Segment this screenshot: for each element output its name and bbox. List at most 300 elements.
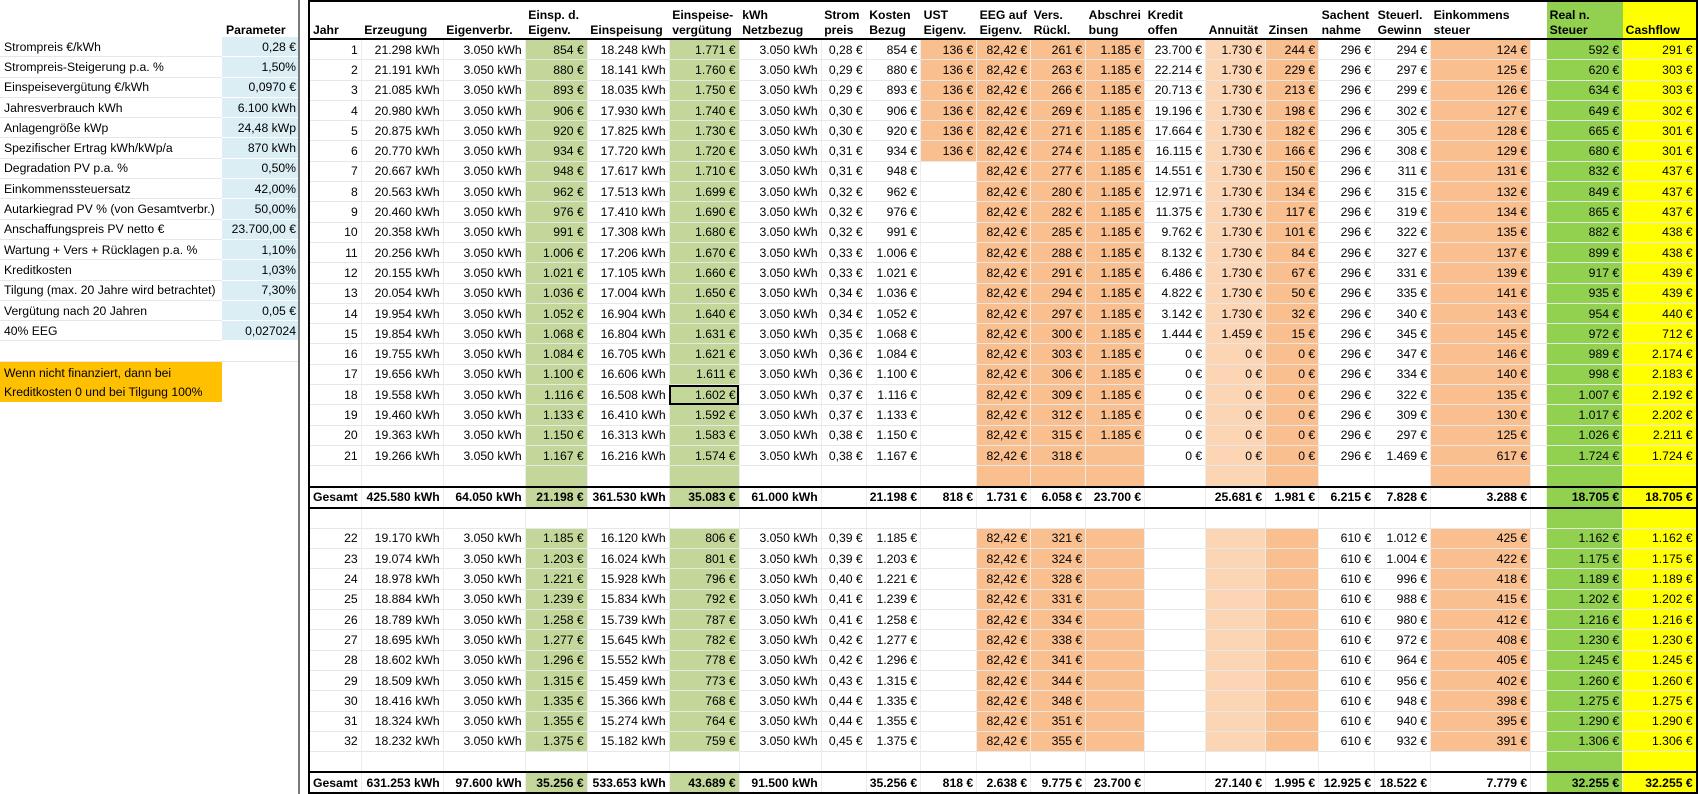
empty-cell[interactable]	[669, 752, 739, 773]
data-cell[interactable]: 2.211 €	[1623, 425, 1697, 445]
data-cell[interactable]: 15.739 kWh	[587, 610, 669, 630]
data-cell[interactable]	[921, 202, 977, 222]
empty-cell[interactable]	[1547, 508, 1623, 529]
parameter-label[interactable]: Strompreis-Steigerung p.a. %	[0, 57, 222, 77]
data-cell[interactable]: 1.116 €	[866, 385, 920, 405]
data-cell[interactable]: 20.980 kWh	[361, 100, 443, 120]
data-cell[interactable]: 19.558 kWh	[361, 385, 443, 405]
data-cell[interactable]	[1531, 425, 1547, 445]
data-cell[interactable]: 296 €	[1319, 405, 1375, 425]
data-cell[interactable]: 1.699 €	[669, 182, 739, 202]
data-cell[interactable]: 1.245 €	[1623, 650, 1697, 670]
data-cell[interactable]: 82,42 €	[977, 222, 1031, 242]
data-cell[interactable]: 20.667 kWh	[361, 161, 443, 181]
data-cell[interactable]: 1.306 €	[1547, 731, 1623, 751]
column-header[interactable]: Cashflow	[1623, 1, 1697, 39]
data-cell[interactable]: 296 €	[1319, 222, 1375, 242]
data-cell[interactable]: 1.631 €	[669, 324, 739, 344]
total-cell[interactable]: 43.689 €	[669, 772, 739, 793]
data-cell[interactable]: 12	[309, 263, 361, 283]
data-cell[interactable]: 125 €	[1431, 425, 1531, 445]
data-cell[interactable]: 182 €	[1266, 121, 1319, 141]
data-cell[interactable]: 82,42 €	[977, 344, 1031, 364]
data-cell[interactable]	[1206, 549, 1266, 569]
data-cell[interactable]: 1.730 €	[1206, 182, 1266, 202]
data-cell[interactable]	[1206, 691, 1266, 711]
data-cell[interactable]: 20.155 kWh	[361, 263, 443, 283]
parameter-value[interactable]: 0,05 €	[222, 300, 300, 320]
data-cell[interactable]: 768 €	[669, 691, 739, 711]
data-cell[interactable]: 948 €	[866, 161, 920, 181]
data-cell[interactable]: 140 €	[1431, 364, 1531, 384]
data-cell[interactable]: 1.730 €	[1206, 202, 1266, 222]
empty-cell[interactable]	[222, 341, 300, 361]
total-cell[interactable]: 7.828 €	[1375, 487, 1431, 508]
data-cell[interactable]	[1531, 670, 1547, 690]
data-cell[interactable]: 5	[309, 121, 361, 141]
data-cell[interactable]: 962 €	[866, 182, 920, 202]
data-cell[interactable]: 1.185 €	[1086, 39, 1145, 60]
data-cell[interactable]: 296 €	[1319, 39, 1375, 60]
data-cell[interactable]: 0,30 €	[821, 100, 866, 120]
data-cell[interactable]: 610 €	[1319, 731, 1375, 751]
total-cell[interactable]: 12.925 €	[1319, 772, 1375, 793]
empty-cell[interactable]	[1031, 752, 1086, 773]
total-cell[interactable]: 25.681 €	[1206, 487, 1266, 508]
data-cell[interactable]: 893 €	[525, 80, 587, 100]
empty-cell[interactable]	[866, 752, 920, 773]
data-cell[interactable]: 67 €	[1266, 263, 1319, 283]
data-cell[interactable]: 1.185 €	[1086, 202, 1145, 222]
data-cell[interactable]: 322 €	[1375, 222, 1431, 242]
data-cell[interactable]: 19.954 kWh	[361, 303, 443, 323]
data-cell[interactable]: 801 €	[669, 549, 739, 569]
column-header[interactable]: Kosten Bezug	[866, 1, 920, 39]
total-cell[interactable]: 18.705 €	[1623, 487, 1697, 508]
data-cell[interactable]: 17.513 kWh	[587, 182, 669, 202]
data-cell[interactable]: 989 €	[1547, 344, 1623, 364]
data-cell[interactable]: 0,42 €	[821, 630, 866, 650]
data-cell[interactable]: 1.690 €	[669, 202, 739, 222]
data-cell[interactable]: 1.296 €	[525, 650, 587, 670]
empty-cell[interactable]	[1431, 508, 1531, 529]
data-cell[interactable]: 303 €	[1623, 80, 1697, 100]
total-cell[interactable]: Gesamt	[309, 772, 361, 793]
empty-cell[interactable]	[361, 752, 443, 773]
data-cell[interactable]: 301 €	[1623, 121, 1697, 141]
data-cell[interactable]: 280 €	[1031, 182, 1086, 202]
total-cell[interactable]: 91.500 kWh	[739, 772, 821, 793]
data-cell[interactable]: 1.771 €	[669, 39, 739, 60]
empty-cell[interactable]	[1086, 466, 1145, 487]
total-cell[interactable]: 35.256 €	[866, 772, 920, 793]
total-cell[interactable]: 361.530 kWh	[587, 487, 669, 508]
data-cell[interactable]: 806 €	[669, 528, 739, 548]
data-cell[interactable]: 778 €	[669, 650, 739, 670]
data-cell[interactable]: 294 €	[1375, 39, 1431, 60]
data-cell[interactable]: 306 €	[1031, 364, 1086, 384]
data-cell[interactable]: 344 €	[1031, 670, 1086, 690]
parameter-header[interactable]: Parameter	[226, 23, 286, 37]
data-cell[interactable]	[921, 385, 977, 405]
data-cell[interactable]: 1.185 €	[1086, 385, 1145, 405]
data-cell[interactable]: 1.670 €	[669, 242, 739, 262]
empty-cell[interactable]	[222, 361, 300, 402]
data-cell[interactable]: 19.266 kWh	[361, 445, 443, 465]
data-cell[interactable]	[921, 610, 977, 630]
data-cell[interactable]	[1531, 242, 1547, 262]
data-cell[interactable]	[1086, 731, 1145, 751]
data-cell[interactable]: 1.133 €	[525, 405, 587, 425]
data-cell[interactable]: 1.335 €	[525, 691, 587, 711]
data-cell[interactable]	[1266, 711, 1319, 731]
data-cell[interactable]: 16.313 kWh	[587, 425, 669, 445]
data-cell[interactable]	[1531, 121, 1547, 141]
data-cell[interactable]: 296 €	[1319, 364, 1375, 384]
data-cell[interactable]: 0,44 €	[821, 711, 866, 731]
data-cell[interactable]: 23.700 €	[1145, 39, 1206, 60]
empty-cell[interactable]	[1547, 752, 1623, 773]
data-cell[interactable]: 308 €	[1375, 141, 1431, 161]
data-cell[interactable]: 1.660 €	[669, 263, 739, 283]
empty-cell[interactable]	[1623, 466, 1697, 487]
data-cell[interactable]	[1086, 711, 1145, 731]
data-cell[interactable]: 0,31 €	[821, 161, 866, 181]
data-cell[interactable]: 3.050 kWh	[739, 549, 821, 569]
total-cell[interactable]: 1.981 €	[1266, 487, 1319, 508]
data-cell[interactable]: 82,42 €	[977, 589, 1031, 609]
data-cell[interactable]: 920 €	[866, 121, 920, 141]
data-cell[interactable]: 0,42 €	[821, 650, 866, 670]
data-cell[interactable]: 22.214 €	[1145, 60, 1206, 80]
data-cell[interactable]: 341 €	[1031, 650, 1086, 670]
data-cell[interactable]: 16.115 €	[1145, 141, 1206, 161]
data-cell[interactable]: 19.074 kWh	[361, 549, 443, 569]
empty-cell[interactable]	[1086, 508, 1145, 529]
data-cell[interactable]: 934 €	[525, 141, 587, 161]
empty-cell[interactable]	[1206, 466, 1266, 487]
data-cell[interactable]: 1.710 €	[669, 161, 739, 181]
data-cell[interactable]: 302 €	[1623, 100, 1697, 120]
total-cell[interactable]: 1.995 €	[1266, 772, 1319, 793]
data-cell[interactable]: 9	[309, 202, 361, 222]
data-cell[interactable]: 996 €	[1375, 569, 1431, 589]
empty-cell[interactable]	[821, 466, 866, 487]
total-cell[interactable]: 9.775 €	[1031, 772, 1086, 793]
data-cell[interactable]: 17.930 kWh	[587, 100, 669, 120]
empty-cell[interactable]	[525, 508, 587, 529]
data-cell[interactable]	[1206, 731, 1266, 751]
data-cell[interactable]	[1531, 60, 1547, 80]
column-header[interactable]: Jahr	[309, 1, 361, 39]
data-cell[interactable]: 296 €	[1319, 263, 1375, 283]
data-cell[interactable]: 956 €	[1375, 670, 1431, 690]
data-cell[interactable]	[1206, 569, 1266, 589]
data-cell[interactable]: 288 €	[1031, 242, 1086, 262]
data-cell[interactable]: 20.460 kWh	[361, 202, 443, 222]
data-cell[interactable]	[1531, 141, 1547, 161]
column-header[interactable]: Einkommens steuer	[1431, 1, 1531, 39]
data-cell[interactable]: 82,42 €	[977, 445, 1031, 465]
data-cell[interactable]: 0,32 €	[821, 202, 866, 222]
data-cell[interactable]: 712 €	[1623, 324, 1697, 344]
data-cell[interactable]: 82,42 €	[977, 528, 1031, 548]
data-cell[interactable]: 101 €	[1266, 222, 1319, 242]
parameter-value[interactable]: 0,027024	[222, 321, 300, 341]
data-cell[interactable]: 0 €	[1145, 364, 1206, 384]
data-cell[interactable]: 338 €	[1031, 630, 1086, 650]
parameter-value[interactable]: 7,30%	[222, 280, 300, 300]
data-cell[interactable]	[921, 650, 977, 670]
data-cell[interactable]: 334 €	[1031, 610, 1086, 630]
data-cell[interactable]: 1.730 €	[1206, 283, 1266, 303]
empty-cell[interactable]	[525, 752, 587, 773]
data-cell[interactable]: 355 €	[1031, 731, 1086, 751]
data-cell[interactable]	[921, 222, 977, 242]
total-cell[interactable]: 18.705 €	[1547, 487, 1623, 508]
data-cell[interactable]: 18.141 kWh	[587, 60, 669, 80]
data-cell[interactable]: 1.290 €	[1547, 711, 1623, 731]
data-cell[interactable]: 0,34 €	[821, 303, 866, 323]
data-cell[interactable]: 25	[309, 589, 361, 609]
data-cell[interactable]: 150 €	[1266, 161, 1319, 181]
data-cell[interactable]: 28	[309, 650, 361, 670]
data-cell[interactable]: 309 €	[1375, 405, 1431, 425]
data-cell[interactable]: 31	[309, 711, 361, 731]
data-cell[interactable]: 3.050 kWh	[739, 589, 821, 609]
data-cell[interactable]: 773 €	[669, 670, 739, 690]
data-cell[interactable]: 964 €	[1375, 650, 1431, 670]
data-cell[interactable]: 82,42 €	[977, 691, 1031, 711]
empty-cell[interactable]	[921, 508, 977, 529]
data-cell[interactable]: 3.050 kWh	[739, 121, 821, 141]
data-cell[interactable]: 331 €	[1031, 589, 1086, 609]
empty-cell[interactable]	[1375, 508, 1431, 529]
data-cell[interactable]: 3.050 kWh	[739, 364, 821, 384]
data-cell[interactable]: 135 €	[1431, 222, 1531, 242]
data-cell[interactable]: 920 €	[525, 121, 587, 141]
data-cell[interactable]: 0 €	[1206, 425, 1266, 445]
data-cell[interactable]	[1206, 630, 1266, 650]
data-cell[interactable]: 3.050 kWh	[443, 303, 525, 323]
data-cell[interactable]: 948 €	[1375, 691, 1431, 711]
parameter-label[interactable]: Anschaffungspreis PV netto €	[0, 219, 222, 239]
total-cell[interactable]	[1145, 772, 1206, 793]
data-cell[interactable]: 16.705 kWh	[587, 344, 669, 364]
empty-cell[interactable]	[1531, 752, 1547, 773]
data-cell[interactable]: 854 €	[866, 39, 920, 60]
data-cell[interactable]: 331 €	[1375, 263, 1431, 283]
data-cell[interactable]	[1266, 528, 1319, 548]
data-cell[interactable]: 296 €	[1319, 283, 1375, 303]
empty-cell[interactable]	[1375, 752, 1431, 773]
data-cell[interactable]: 82,42 €	[977, 650, 1031, 670]
data-cell[interactable]: 3.050 kWh	[443, 425, 525, 445]
parameter-label[interactable]: 40% EEG	[0, 321, 222, 341]
data-cell[interactable]: 934 €	[866, 141, 920, 161]
data-cell[interactable]: 82,42 €	[977, 731, 1031, 751]
data-cell[interactable]	[1086, 670, 1145, 690]
data-cell[interactable]: 3.050 kWh	[739, 445, 821, 465]
data-cell[interactable]: 3.050 kWh	[443, 385, 525, 405]
data-cell[interactable]: 261 €	[1031, 39, 1086, 60]
data-cell[interactable]: 145 €	[1431, 324, 1531, 344]
data-cell[interactable]: 134 €	[1266, 182, 1319, 202]
data-cell[interactable]: 2.192 €	[1623, 385, 1697, 405]
data-cell[interactable]: 1.375 €	[525, 731, 587, 751]
parameter-label-header-cell[interactable]	[0, 0, 222, 37]
data-cell[interactable]: 0,35 €	[821, 324, 866, 344]
data-cell[interactable]: 1.004 €	[1375, 549, 1431, 569]
data-cell[interactable]: 3.050 kWh	[739, 100, 821, 120]
data-cell[interactable]	[1531, 731, 1547, 751]
data-cell[interactable]: 1.239 €	[525, 589, 587, 609]
data-cell[interactable]: 1.021 €	[525, 263, 587, 283]
data-cell[interactable]: 1.355 €	[525, 711, 587, 731]
data-cell[interactable]: 82,42 €	[977, 161, 1031, 181]
data-cell[interactable]: 15.274 kWh	[587, 711, 669, 731]
data-cell[interactable]: 19	[309, 405, 361, 425]
data-cell[interactable]: 408 €	[1431, 630, 1531, 650]
data-cell[interactable]: 82,42 €	[977, 141, 1031, 161]
data-cell[interactable]	[1145, 549, 1206, 569]
total-cell[interactable]: 7.779 €	[1431, 772, 1531, 793]
data-cell[interactable]: 6.486 €	[1145, 263, 1206, 283]
data-cell[interactable]: 1.315 €	[525, 670, 587, 690]
data-cell[interactable]: 3.050 kWh	[739, 731, 821, 751]
parameter-label[interactable]: Einkommenssteuersatz	[0, 179, 222, 199]
data-cell[interactable]: 3.050 kWh	[443, 344, 525, 364]
data-cell[interactable]: 976 €	[525, 202, 587, 222]
data-cell[interactable]: 796 €	[669, 569, 739, 589]
data-cell[interactable]: 285 €	[1031, 222, 1086, 242]
data-cell[interactable]: 0,28 €	[821, 39, 866, 60]
data-cell[interactable]: 1.185 €	[1086, 182, 1145, 202]
data-cell[interactable]: 1.175 €	[1547, 549, 1623, 569]
data-cell[interactable]: 17.720 kWh	[587, 141, 669, 161]
data-cell[interactable]: 1.185 €	[525, 528, 587, 548]
parameter-label[interactable]: Wartung + Vers + Rücklagen p.a. %	[0, 239, 222, 259]
empty-cell[interactable]	[669, 466, 739, 487]
data-cell[interactable]: 3.050 kWh	[739, 630, 821, 650]
data-cell[interactable]	[921, 263, 977, 283]
column-header[interactable]: Vers. Rückl.	[1031, 1, 1086, 39]
data-cell[interactable]: 1.185 €	[1086, 283, 1145, 303]
data-cell[interactable]: 1.185 €	[1086, 121, 1145, 141]
data-cell[interactable]: 1.245 €	[1547, 650, 1623, 670]
parameter-label[interactable]: Autarkiegrad PV % (von Gesamtverbr.)	[0, 199, 222, 219]
total-cell[interactable]: 35.256 €	[525, 772, 587, 793]
data-cell[interactable]: 1.720 €	[669, 141, 739, 161]
column-header[interactable]: UST Eigenv.	[921, 1, 977, 39]
data-cell[interactable]: 7	[309, 161, 361, 181]
data-cell[interactable]: 1.185 €	[1086, 161, 1145, 181]
data-cell[interactable]: 296 €	[1319, 425, 1375, 445]
data-cell[interactable]: 1.315 €	[866, 670, 920, 690]
data-cell[interactable]: 998 €	[1547, 364, 1623, 384]
data-cell[interactable]: 940 €	[1375, 711, 1431, 731]
data-cell[interactable]: 213 €	[1266, 80, 1319, 100]
data-cell[interactable]: 972 €	[1547, 324, 1623, 344]
data-cell[interactable]: 124 €	[1431, 39, 1531, 60]
data-cell[interactable]	[1531, 385, 1547, 405]
data-cell[interactable]	[1086, 445, 1145, 465]
data-cell[interactable]: 125 €	[1431, 60, 1531, 80]
data-cell[interactable]: 17.105 kWh	[587, 263, 669, 283]
data-cell[interactable]: 3.050 kWh	[443, 650, 525, 670]
data-cell[interactable]: 1.084 €	[525, 344, 587, 364]
parameter-label[interactable]: Kreditkosten	[0, 260, 222, 280]
data-cell[interactable]	[1266, 650, 1319, 670]
data-cell[interactable]	[921, 569, 977, 589]
data-cell[interactable]: 137 €	[1431, 242, 1531, 262]
data-cell[interactable]: 20.770 kWh	[361, 141, 443, 161]
parameter-label[interactable]: Tilgung (max. 20 Jahre wird betrachtet)	[0, 280, 222, 300]
data-cell[interactable]: 1.100 €	[525, 364, 587, 384]
data-cell[interactable]: 1.167 €	[866, 445, 920, 465]
data-cell[interactable]	[1266, 731, 1319, 751]
data-cell[interactable]: 1.021 €	[866, 263, 920, 283]
data-cell[interactable]: 30	[309, 691, 361, 711]
data-cell[interactable]	[1266, 549, 1319, 569]
data-cell[interactable]: 1.052 €	[525, 303, 587, 323]
total-cell[interactable]: 32.255 €	[1547, 772, 1623, 793]
data-cell[interactable]: 1.239 €	[866, 589, 920, 609]
total-cell[interactable]	[1145, 487, 1206, 508]
empty-cell[interactable]	[1266, 508, 1319, 529]
data-cell[interactable]: 12.971 €	[1145, 182, 1206, 202]
data-cell[interactable]: 16.508 kWh	[587, 385, 669, 405]
data-cell[interactable]: 143 €	[1431, 303, 1531, 323]
total-cell[interactable]: 6.058 €	[1031, 487, 1086, 508]
data-cell[interactable]: 3.050 kWh	[739, 182, 821, 202]
data-cell[interactable]: 18.416 kWh	[361, 691, 443, 711]
data-cell[interactable]	[1531, 182, 1547, 202]
data-cell[interactable]	[1086, 630, 1145, 650]
data-cell[interactable]: 291 €	[1031, 263, 1086, 283]
data-cell[interactable]: 18.602 kWh	[361, 650, 443, 670]
data-cell[interactable]: 18.978 kWh	[361, 569, 443, 589]
data-cell[interactable]: 18.035 kWh	[587, 80, 669, 100]
data-cell[interactable]: 3.050 kWh	[443, 731, 525, 751]
data-cell[interactable]: 20.563 kWh	[361, 182, 443, 202]
data-cell[interactable]	[1531, 283, 1547, 303]
data-cell[interactable]: 412 €	[1431, 610, 1531, 630]
data-cell[interactable]: 18.232 kWh	[361, 731, 443, 751]
data-cell[interactable]: 82,42 €	[977, 670, 1031, 690]
parameter-label[interactable]: Strompreis €/kWh	[0, 37, 222, 57]
parameter-label[interactable]: Vergütung nach 20 Jahren	[0, 300, 222, 320]
data-cell[interactable]: 610 €	[1319, 528, 1375, 548]
empty-cell[interactable]	[977, 466, 1031, 487]
data-cell[interactable]: 82,42 €	[977, 100, 1031, 120]
data-cell[interactable]: 3.050 kWh	[739, 425, 821, 445]
data-cell[interactable]: 311 €	[1375, 161, 1431, 181]
empty-cell[interactable]	[1623, 508, 1697, 529]
data-cell[interactable]	[921, 242, 977, 262]
data-cell[interactable]: 3.050 kWh	[443, 569, 525, 589]
data-cell[interactable]	[1531, 528, 1547, 548]
parameter-value[interactable]: 1,10%	[222, 239, 300, 259]
data-cell[interactable]: 418 €	[1431, 569, 1531, 589]
column-header[interactable]: Eigenverbr.	[443, 1, 525, 39]
data-cell[interactable]: 117 €	[1266, 202, 1319, 222]
empty-cell[interactable]	[525, 466, 587, 487]
data-cell[interactable]: 0,45 €	[821, 731, 866, 751]
data-cell[interactable]: 303 €	[1031, 344, 1086, 364]
data-cell[interactable]	[1531, 630, 1547, 650]
data-cell[interactable]: 1.150 €	[866, 425, 920, 445]
